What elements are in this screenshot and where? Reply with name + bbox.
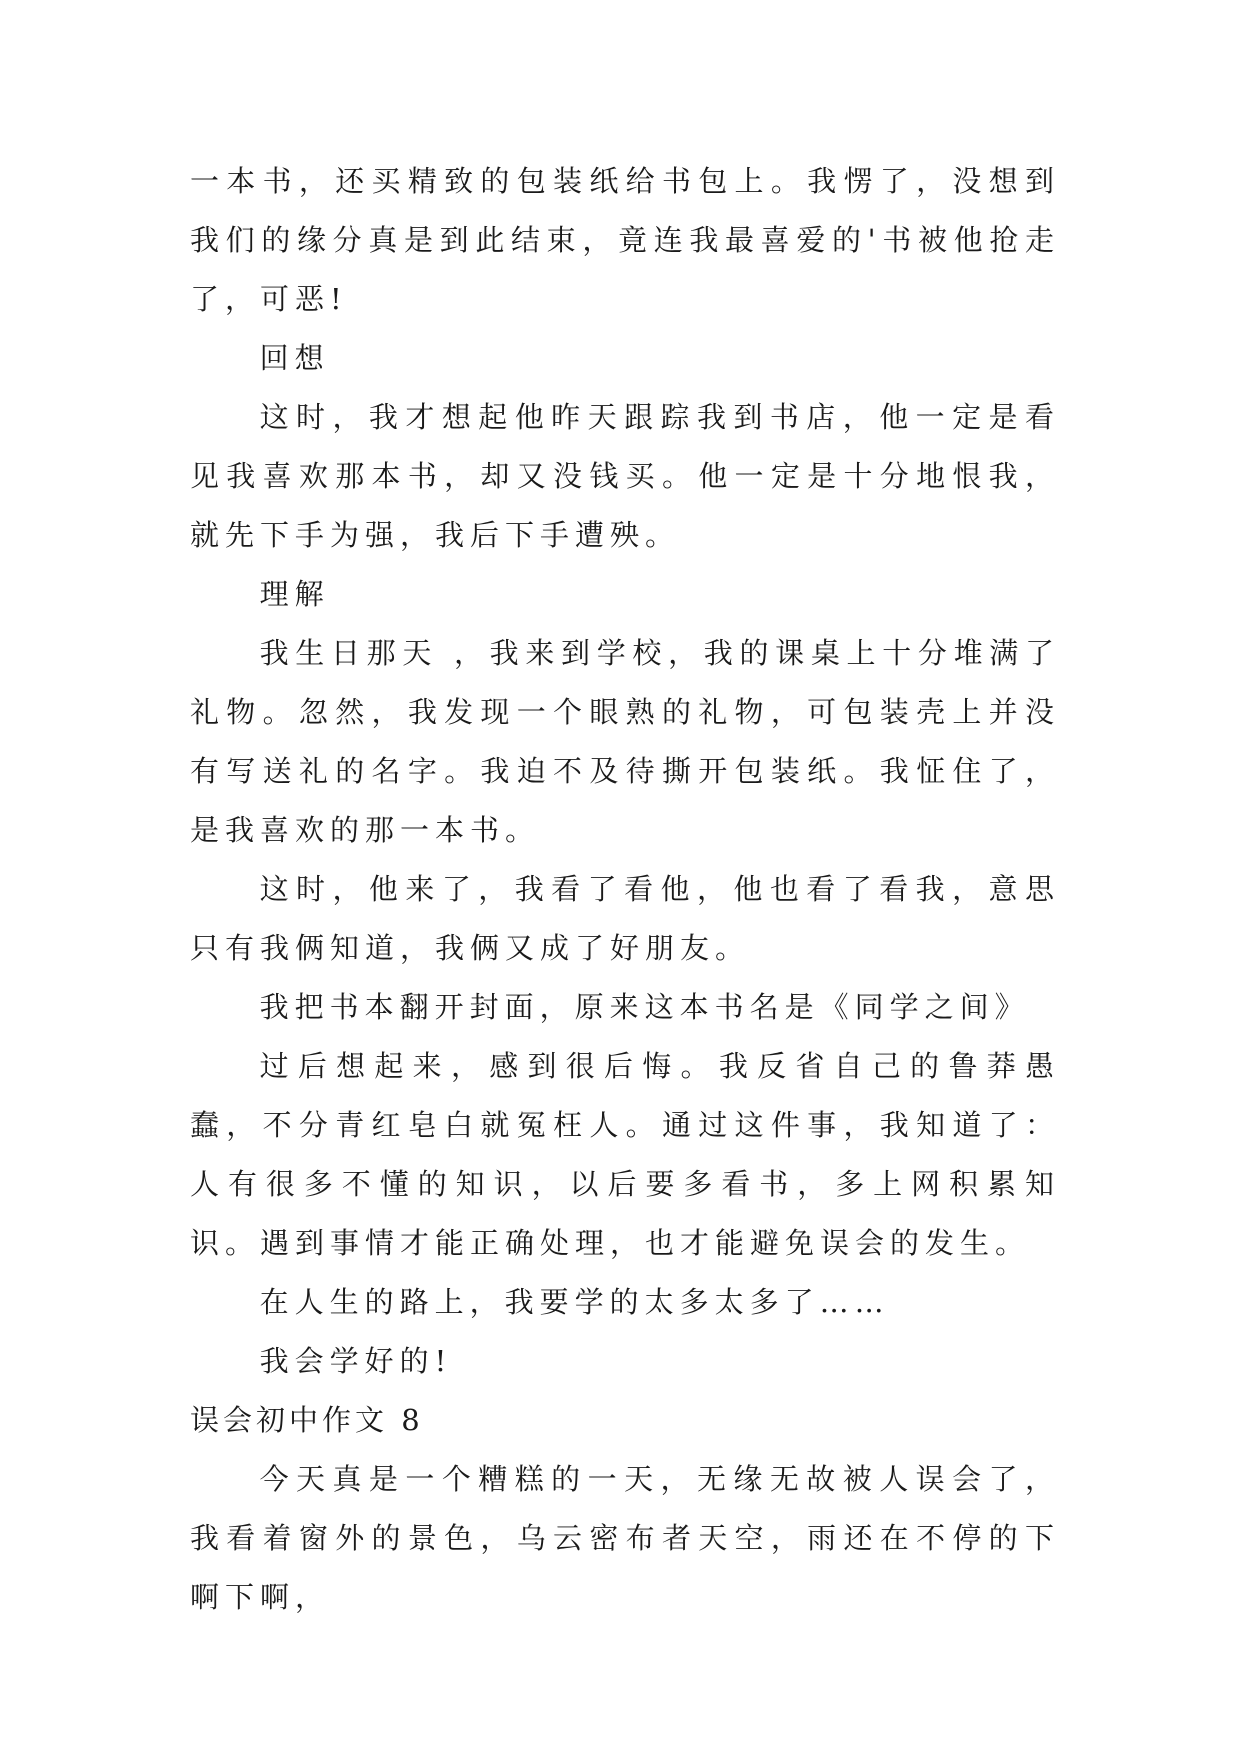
paragraph: 在人生的路上，我要学的太多太多了…… bbox=[259, 1285, 890, 1319]
section-label-understanding: 理解 bbox=[259, 577, 330, 611]
paragraph-continuation: 一本书，还买精致的包装纸给书包上。我愣了，没想到我们的缘分真是到此结束，竟连我最喜爱的'书被他抢走了，可恶! bbox=[190, 164, 1060, 316]
paragraph: 我生日那天 ，我来到学校，我的课桌上十分堆满了礼物。忽然，我发现一个眼熟的礼物，可包装壳上并没有写送礼的名字。我迫不及待撕开包装纸。我怔住了，是我喜欢的那一本书。 bbox=[190, 636, 1060, 847]
paragraph: 今天真是一个糟糕的一天，无缘无故被人误会了，我看着窗外的景色，乌云密布者天空，雨还在不停的下啊下啊， bbox=[190, 1462, 1060, 1614]
document-body bbox=[190, 152, 1060, 1627]
essay-title: 误会初中作文 8 bbox=[190, 1403, 424, 1437]
paragraph: 过后想起来，感到很后悔。我反省自己的鲁莽愚蠢，不分青红皂白就冤枉人。通过这件事，我知道了：人有很多不懂的知识，以后要多看书，多上网积累知识。遇到事情才能正确处理，也才能避免误会的发生。 bbox=[190, 1049, 1060, 1260]
paragraph: 我把书本翻开封面，原来这本书名是《同学之间》 bbox=[259, 990, 1030, 1024]
section-label-recall: 回想 bbox=[259, 341, 330, 375]
paragraph: 这时，他来了，我看了看他，他也看了看我，意思只有我俩知道，我俩又成了好朋友。 bbox=[190, 872, 1060, 965]
paragraph: 这时，我才想起他昨天跟踪我到书店，他一定是看见我喜欢那本书，却又没钱买。他一定是十分地恨我，就先下手为强，我后下手遭殃。 bbox=[190, 400, 1060, 552]
paragraph: 我会学好的! bbox=[259, 1344, 453, 1378]
